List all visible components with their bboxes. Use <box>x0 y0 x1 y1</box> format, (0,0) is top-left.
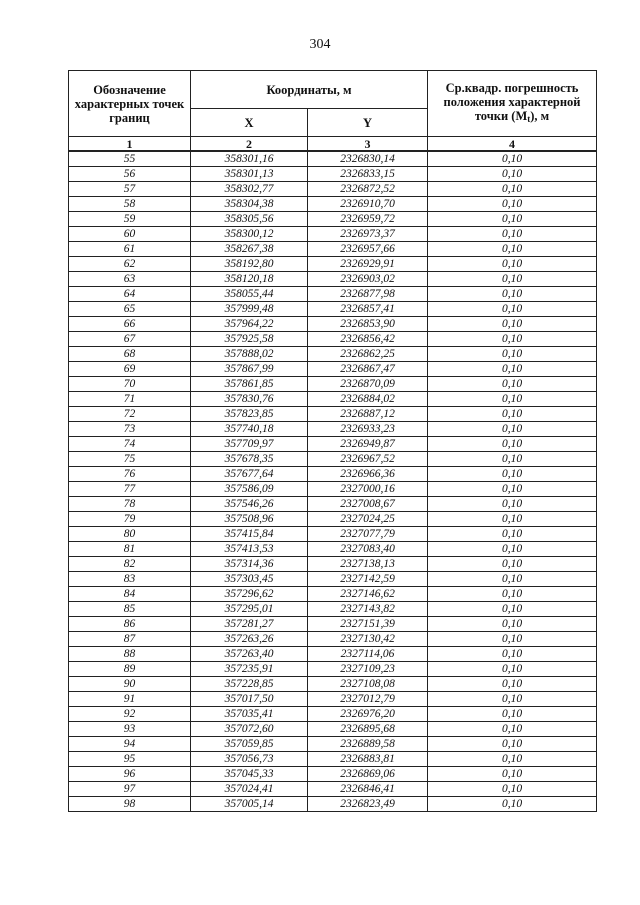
error-cell: 0,10 <box>428 587 597 602</box>
table-row <box>69 752 597 767</box>
point-id-cell: 63 <box>69 272 191 287</box>
x-coordinate-cell: 357964,22 <box>191 317 308 332</box>
header-error-unit: ), м <box>530 109 550 123</box>
error-cell: 0,10 <box>428 767 597 782</box>
error-cell: 0,10 <box>428 557 597 572</box>
point-id-cell: 95 <box>69 752 191 767</box>
column-number-2: 2 <box>191 137 308 152</box>
x-coordinate-cell: 357925,58 <box>191 332 308 347</box>
coordinates-table <box>68 70 597 812</box>
y-coordinate-cell: 2326959,72 <box>308 212 428 227</box>
table-row <box>69 347 597 362</box>
y-coordinate-cell: 2327008,67 <box>308 497 428 512</box>
table-row <box>69 242 597 257</box>
table-header <box>69 71 597 152</box>
point-id-cell: 55 <box>69 151 191 167</box>
point-id-cell: 93 <box>69 722 191 737</box>
x-coordinate-cell: 357546,26 <box>191 497 308 512</box>
table-row <box>69 182 597 197</box>
table-row <box>69 527 597 542</box>
y-coordinate-cell: 2326895,68 <box>308 722 428 737</box>
error-cell: 0,10 <box>428 782 597 797</box>
table-row <box>69 422 597 437</box>
point-id-cell: 64 <box>69 287 191 302</box>
page-number: 304 <box>309 37 331 52</box>
point-id-cell: 84 <box>69 587 191 602</box>
error-cell: 0,10 <box>428 332 597 347</box>
x-coordinate-cell: 357295,01 <box>191 602 308 617</box>
error-cell: 0,10 <box>428 167 597 182</box>
x-coordinate-cell: 358301,16 <box>191 151 308 167</box>
x-coordinate-cell: 357999,48 <box>191 302 308 317</box>
table-row <box>69 497 597 512</box>
point-id-cell: 75 <box>69 452 191 467</box>
table-row <box>69 797 597 812</box>
point-id-cell: 88 <box>69 647 191 662</box>
error-cell: 0,10 <box>428 302 597 317</box>
table-row <box>69 512 597 527</box>
table-row <box>69 767 597 782</box>
y-coordinate-cell: 2326910,70 <box>308 197 428 212</box>
table-row <box>69 722 597 737</box>
point-id-cell: 65 <box>69 302 191 317</box>
error-cell: 0,10 <box>428 227 597 242</box>
point-id-cell: 58 <box>69 197 191 212</box>
x-coordinate-cell: 357314,36 <box>191 557 308 572</box>
table-row <box>69 407 597 422</box>
point-id-cell: 56 <box>69 167 191 182</box>
error-cell: 0,10 <box>428 362 597 377</box>
error-cell: 0,10 <box>428 572 597 587</box>
y-coordinate-cell: 2326872,52 <box>308 182 428 197</box>
table-row <box>69 662 597 677</box>
y-coordinate-cell: 2327000,16 <box>308 482 428 497</box>
y-coordinate-cell: 2326949,87 <box>308 437 428 452</box>
x-coordinate-cell: 357830,76 <box>191 392 308 407</box>
table-row <box>69 647 597 662</box>
x-coordinate-cell: 357024,41 <box>191 782 308 797</box>
y-coordinate-cell: 2326973,37 <box>308 227 428 242</box>
x-coordinate-cell: 357888,02 <box>191 347 308 362</box>
table-row <box>69 617 597 632</box>
y-coordinate-cell: 2326903,02 <box>308 272 428 287</box>
x-coordinate-cell: 358302,77 <box>191 182 308 197</box>
x-coordinate-cell: 357228,85 <box>191 677 308 692</box>
table-row <box>69 737 597 752</box>
y-coordinate-cell: 2327024,25 <box>308 512 428 527</box>
y-coordinate-cell: 2327114,06 <box>308 647 428 662</box>
table-row <box>69 572 597 587</box>
error-cell: 0,10 <box>428 182 597 197</box>
error-cell: 0,10 <box>428 437 597 452</box>
header-error-subscript: t <box>527 114 531 124</box>
error-cell: 0,10 <box>428 602 597 617</box>
x-coordinate-cell: 357281,27 <box>191 617 308 632</box>
x-coordinate-cell: 357823,85 <box>191 407 308 422</box>
x-coordinate-cell: 357056,73 <box>191 752 308 767</box>
point-id-cell: 73 <box>69 422 191 437</box>
point-id-cell: 87 <box>69 632 191 647</box>
point-id-cell: 67 <box>69 332 191 347</box>
x-coordinate-cell: 357072,60 <box>191 722 308 737</box>
table-row <box>69 437 597 452</box>
x-coordinate-cell: 358192,80 <box>191 257 308 272</box>
y-coordinate-cell: 2327083,40 <box>308 542 428 557</box>
header-y: Y <box>308 109 428 137</box>
column-number-4: 4 <box>428 137 597 152</box>
x-coordinate-cell: 357263,26 <box>191 632 308 647</box>
x-coordinate-cell: 358055,44 <box>191 287 308 302</box>
table-body <box>69 151 597 812</box>
table-row <box>69 167 597 182</box>
error-cell: 0,10 <box>428 212 597 227</box>
table-row <box>69 227 597 242</box>
table-row <box>69 782 597 797</box>
table-row <box>69 482 597 497</box>
y-coordinate-cell: 2327130,42 <box>308 632 428 647</box>
y-coordinate-cell: 2326867,47 <box>308 362 428 377</box>
error-cell: 0,10 <box>428 257 597 272</box>
table-row <box>69 632 597 647</box>
table-row <box>69 392 597 407</box>
error-cell: 0,10 <box>428 197 597 212</box>
table-row <box>69 272 597 287</box>
header-error <box>428 71 597 137</box>
y-coordinate-cell: 2326853,90 <box>308 317 428 332</box>
x-coordinate-cell: 357296,62 <box>191 587 308 602</box>
error-cell: 0,10 <box>428 151 597 167</box>
table-row <box>69 302 597 317</box>
point-id-cell: 83 <box>69 572 191 587</box>
table-row <box>69 257 597 272</box>
table-row <box>69 677 597 692</box>
point-id-cell: 59 <box>69 212 191 227</box>
error-cell: 0,10 <box>428 692 597 707</box>
error-cell: 0,10 <box>428 542 597 557</box>
point-id-cell: 91 <box>69 692 191 707</box>
y-coordinate-cell: 2326869,06 <box>308 767 428 782</box>
point-id-cell: 85 <box>69 602 191 617</box>
table-row <box>69 317 597 332</box>
y-coordinate-cell: 2326830,14 <box>308 151 428 167</box>
point-id-cell: 77 <box>69 482 191 497</box>
error-cell: 0,10 <box>428 632 597 647</box>
point-id-cell: 78 <box>69 497 191 512</box>
error-cell: 0,10 <box>428 467 597 482</box>
point-id-cell: 96 <box>69 767 191 782</box>
x-coordinate-cell: 357303,45 <box>191 572 308 587</box>
y-coordinate-cell: 2326967,52 <box>308 452 428 467</box>
error-cell: 0,10 <box>428 242 597 257</box>
error-cell: 0,10 <box>428 482 597 497</box>
error-cell: 0,10 <box>428 722 597 737</box>
y-coordinate-cell: 2326870,09 <box>308 377 428 392</box>
error-cell: 0,10 <box>428 407 597 422</box>
y-coordinate-cell: 2326966,36 <box>308 467 428 482</box>
error-cell: 0,10 <box>428 797 597 812</box>
x-coordinate-cell: 357709,97 <box>191 437 308 452</box>
x-coordinate-cell: 357586,09 <box>191 482 308 497</box>
x-coordinate-cell: 357005,14 <box>191 797 308 812</box>
error-cell: 0,10 <box>428 662 597 677</box>
point-id-cell: 80 <box>69 527 191 542</box>
point-id-cell: 76 <box>69 467 191 482</box>
y-coordinate-cell: 2327146,62 <box>308 587 428 602</box>
table-row <box>69 707 597 722</box>
y-coordinate-cell: 2326957,66 <box>308 242 428 257</box>
y-coordinate-cell: 2326883,81 <box>308 752 428 767</box>
point-id-cell: 57 <box>69 182 191 197</box>
error-cell: 0,10 <box>428 617 597 632</box>
error-cell: 0,10 <box>428 377 597 392</box>
y-coordinate-cell: 2326976,20 <box>308 707 428 722</box>
table-row <box>69 587 597 602</box>
y-coordinate-cell: 2327142,59 <box>308 572 428 587</box>
table-row <box>69 362 597 377</box>
x-coordinate-cell: 357415,84 <box>191 527 308 542</box>
x-coordinate-cell: 358120,18 <box>191 272 308 287</box>
y-coordinate-cell: 2326823,49 <box>308 797 428 812</box>
x-coordinate-cell: 357867,99 <box>191 362 308 377</box>
error-cell: 0,10 <box>428 737 597 752</box>
error-cell: 0,10 <box>428 317 597 332</box>
x-coordinate-cell: 357861,85 <box>191 377 308 392</box>
x-coordinate-cell: 357508,96 <box>191 512 308 527</box>
y-coordinate-cell: 2327109,23 <box>308 662 428 677</box>
y-coordinate-cell: 2326856,42 <box>308 332 428 347</box>
y-coordinate-cell: 2326929,91 <box>308 257 428 272</box>
table-row <box>69 332 597 347</box>
point-id-cell: 60 <box>69 227 191 242</box>
table-row <box>69 287 597 302</box>
x-coordinate-cell: 358300,12 <box>191 227 308 242</box>
point-id-cell: 79 <box>69 512 191 527</box>
x-coordinate-cell: 357045,33 <box>191 767 308 782</box>
x-coordinate-cell: 357413,53 <box>191 542 308 557</box>
x-coordinate-cell: 357263,40 <box>191 647 308 662</box>
x-coordinate-cell: 358304,38 <box>191 197 308 212</box>
point-id-cell: 81 <box>69 542 191 557</box>
point-id-cell: 61 <box>69 242 191 257</box>
y-coordinate-cell: 2327138,13 <box>308 557 428 572</box>
point-id-cell: 89 <box>69 662 191 677</box>
x-coordinate-cell: 357235,91 <box>191 662 308 677</box>
table-row <box>69 212 597 227</box>
point-id-cell: 94 <box>69 737 191 752</box>
point-id-cell: 70 <box>69 377 191 392</box>
error-cell: 0,10 <box>428 452 597 467</box>
table-row <box>69 692 597 707</box>
error-cell: 0,10 <box>428 497 597 512</box>
point-id-cell: 72 <box>69 407 191 422</box>
y-coordinate-cell: 2326887,12 <box>308 407 428 422</box>
x-coordinate-cell: 357677,64 <box>191 467 308 482</box>
y-coordinate-cell: 2326877,98 <box>308 287 428 302</box>
table-row <box>69 602 597 617</box>
table-row <box>69 197 597 212</box>
x-coordinate-cell: 358305,56 <box>191 212 308 227</box>
error-cell: 0,10 <box>428 512 597 527</box>
x-coordinate-cell: 357678,35 <box>191 452 308 467</box>
y-coordinate-cell: 2326862,25 <box>308 347 428 362</box>
table-row <box>69 452 597 467</box>
point-id-cell: 68 <box>69 347 191 362</box>
error-cell: 0,10 <box>428 752 597 767</box>
y-coordinate-cell: 2326833,15 <box>308 167 428 182</box>
y-coordinate-cell: 2326889,58 <box>308 737 428 752</box>
x-coordinate-cell: 358267,38 <box>191 242 308 257</box>
header-point-designation: Обозначение характерных точек границ <box>69 71 191 137</box>
error-cell: 0,10 <box>428 272 597 287</box>
header-error-text: Ср.квадр. погрешность положения характерной точки (M <box>443 81 581 123</box>
error-cell: 0,10 <box>428 422 597 437</box>
x-coordinate-cell: 358301,13 <box>191 167 308 182</box>
point-id-cell: 62 <box>69 257 191 272</box>
x-coordinate-cell: 357740,18 <box>191 422 308 437</box>
y-coordinate-cell: 2327108,08 <box>308 677 428 692</box>
point-id-cell: 86 <box>69 617 191 632</box>
error-cell: 0,10 <box>428 677 597 692</box>
point-id-cell: 82 <box>69 557 191 572</box>
y-coordinate-cell: 2326933,23 <box>308 422 428 437</box>
point-id-cell: 97 <box>69 782 191 797</box>
table-row <box>69 557 597 572</box>
point-id-cell: 74 <box>69 437 191 452</box>
error-cell: 0,10 <box>428 647 597 662</box>
error-cell: 0,10 <box>428 347 597 362</box>
point-id-cell: 90 <box>69 677 191 692</box>
x-coordinate-cell: 357017,50 <box>191 692 308 707</box>
point-id-cell: 92 <box>69 707 191 722</box>
column-number-1: 1 <box>69 137 191 152</box>
y-coordinate-cell: 2327077,79 <box>308 527 428 542</box>
header-coordinates: Координаты, м <box>191 71 428 109</box>
x-coordinate-cell: 357035,41 <box>191 707 308 722</box>
y-coordinate-cell: 2327012,79 <box>308 692 428 707</box>
point-id-cell: 71 <box>69 392 191 407</box>
y-coordinate-cell: 2326846,41 <box>308 782 428 797</box>
y-coordinate-cell: 2326884,02 <box>308 392 428 407</box>
y-coordinate-cell: 2327143,82 <box>308 602 428 617</box>
error-cell: 0,10 <box>428 707 597 722</box>
error-cell: 0,10 <box>428 287 597 302</box>
table-row <box>69 467 597 482</box>
point-id-cell: 98 <box>69 797 191 812</box>
x-coordinate-cell: 357059,85 <box>191 737 308 752</box>
header-x: X <box>191 109 308 137</box>
y-coordinate-cell: 2327151,39 <box>308 617 428 632</box>
error-cell: 0,10 <box>428 392 597 407</box>
point-id-cell: 69 <box>69 362 191 377</box>
point-id-cell: 66 <box>69 317 191 332</box>
table-row <box>69 377 597 392</box>
error-cell: 0,10 <box>428 527 597 542</box>
column-number-3: 3 <box>308 137 428 152</box>
y-coordinate-cell: 2326857,41 <box>308 302 428 317</box>
table-row <box>69 151 597 167</box>
table-row <box>69 542 597 557</box>
